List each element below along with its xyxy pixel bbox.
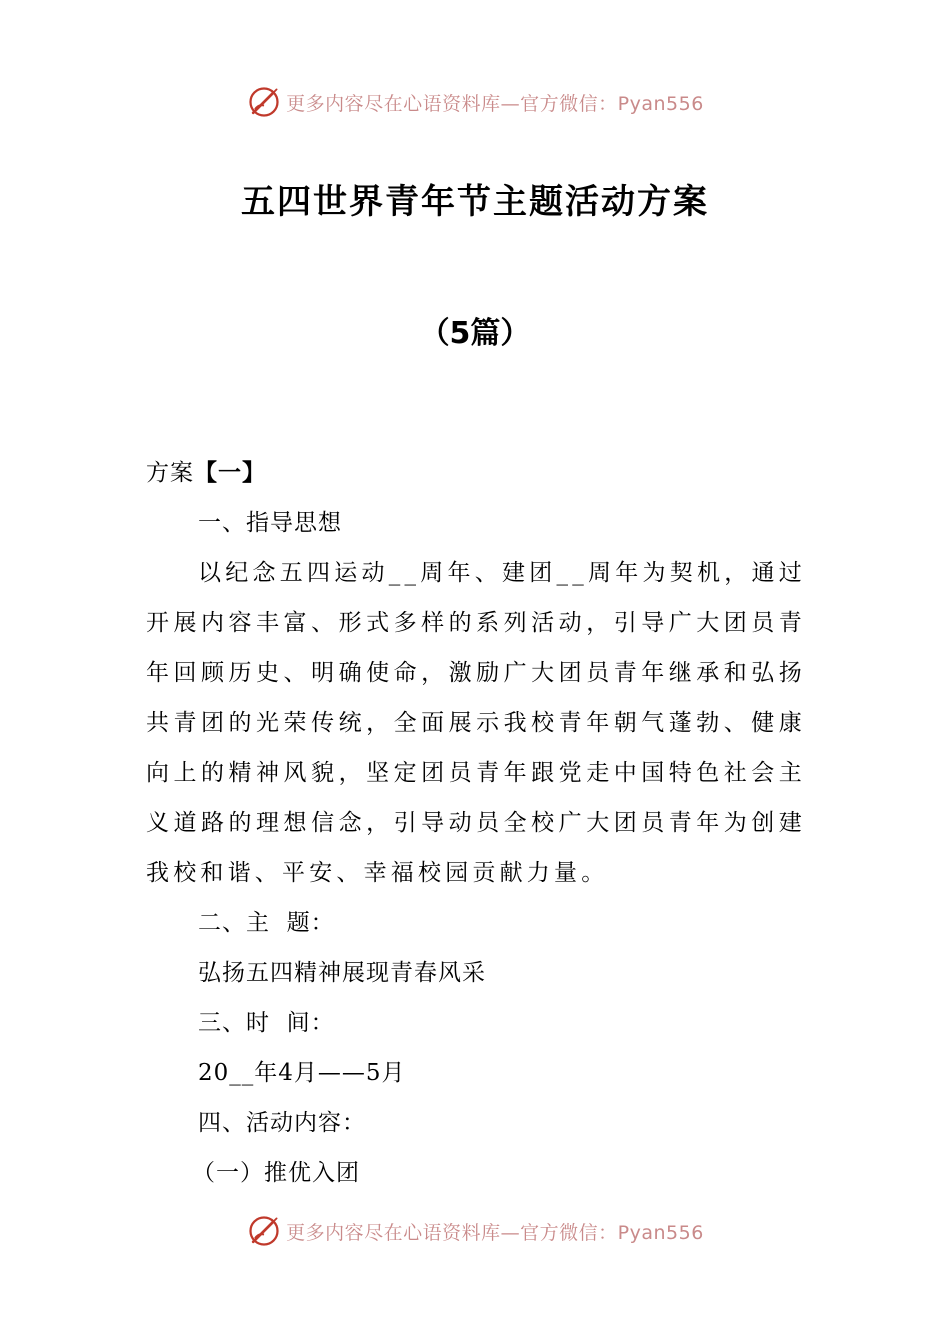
header-watermark (0, 82, 950, 122)
heading-theme: 二、主 题： (198, 910, 335, 936)
theme-text: 弘扬五四精神展现青春风采 (198, 960, 486, 986)
wechat-id: Pyan556 (617, 92, 704, 115)
pen-logo-icon (246, 1213, 282, 1249)
time-text: 20__年4月——5月 (198, 1060, 406, 1086)
section-number: 【一】 (194, 460, 266, 486)
watermark-text: 更多内容尽在心语资料库—官方微信： (286, 1221, 618, 1244)
pen-logo-icon (246, 84, 282, 120)
heading-activities: 四、活动内容： (198, 1110, 366, 1136)
sub-heading-recommend: （一）推优入团 (192, 1160, 360, 1186)
document-title: 五四世界青年节主题活动方案 (241, 182, 709, 222)
document-body (146, 448, 806, 1198)
paragraph-guiding-ideology: 以纪念五四运动__周年、建团__周年为契机，通过开展内容丰富、形式多样的系列活动，引导广大团员青年回顾历史、明确使命，激励广大团员青年继承和弘扬共青团的光荣传统，全面展示我校青年朝气蓬勃、健康向上的精神风貌，坚定团员青年跟党走中国特色社会主义道路的理想信念，引导动员全校广大团员青年为创建我校和谐、平安、幸福校园贡献力量。 (146, 560, 806, 886)
heading-guiding-ideology: 一、指导思想 (198, 510, 342, 536)
heading-time: 三、时 间： (198, 1010, 335, 1036)
watermark-text: 更多内容尽在心语资料库—官方微信： (286, 92, 618, 115)
section-label-text: 方案 (146, 460, 194, 486)
section-label (146, 448, 806, 498)
wechat-id: Pyan556 (617, 1221, 704, 1244)
document-subtitle: （5篇） (419, 316, 531, 351)
footer-watermark (0, 1211, 950, 1251)
